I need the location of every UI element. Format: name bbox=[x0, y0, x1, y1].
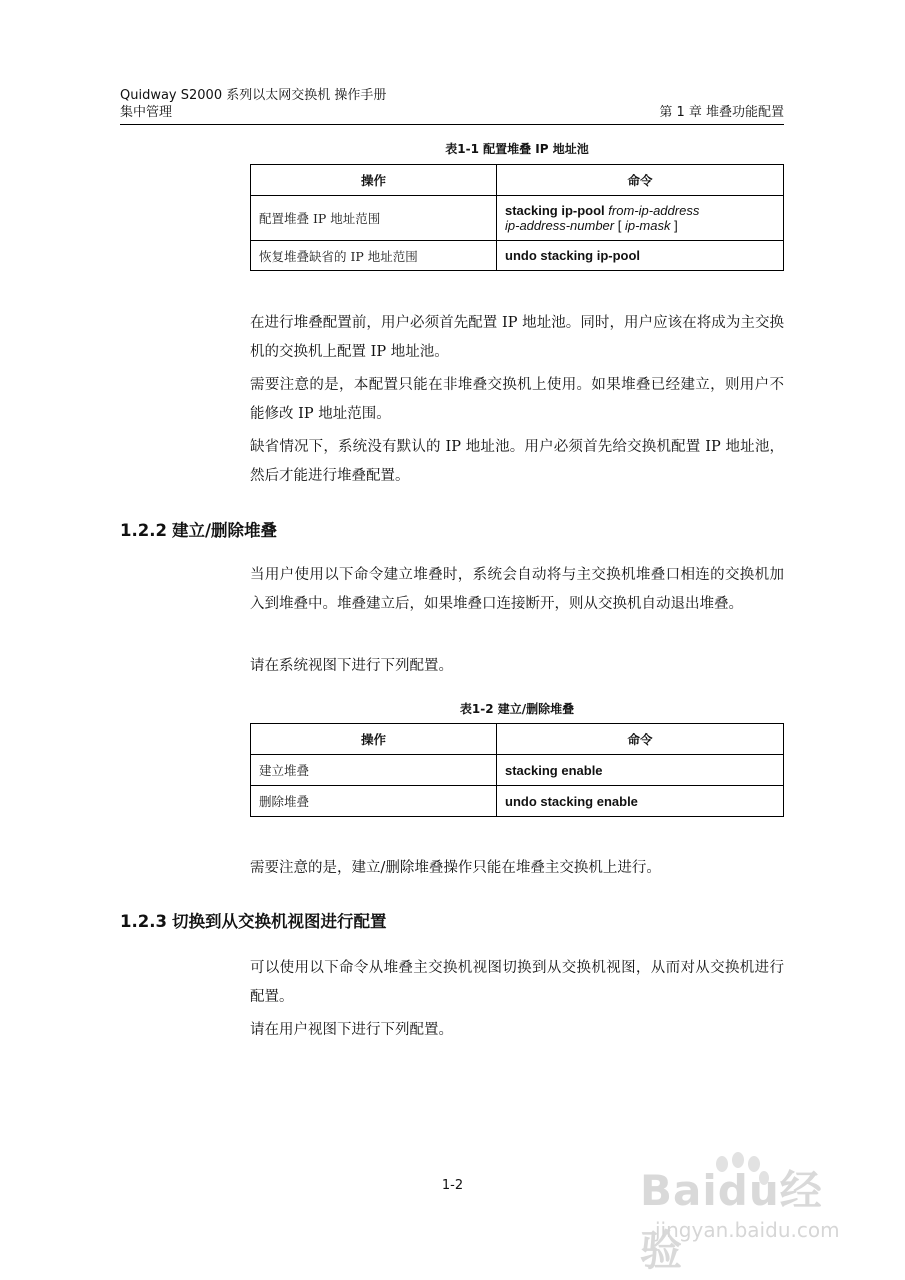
cmd-bracket: ] bbox=[670, 218, 678, 233]
table2-row2-cmd: undo stacking enable bbox=[497, 786, 784, 817]
section-number: 1.2.3 bbox=[120, 912, 167, 931]
table1-caption: 表1-1 配置堆叠 IP 地址池 bbox=[445, 142, 589, 156]
table1-row2-cmd: undo stacking ip-pool bbox=[497, 241, 784, 271]
watermark bbox=[640, 1150, 860, 1275]
table2-header-row bbox=[251, 724, 784, 755]
cmd-argument: ip-address-number bbox=[505, 218, 615, 233]
watermark-url: jingyan.baidu.com bbox=[655, 1218, 840, 1242]
section-title: 建立/删除堆叠 bbox=[172, 521, 278, 540]
table2-row1-cmd: stacking enable bbox=[497, 755, 784, 786]
cmd-bracket: [ bbox=[614, 218, 625, 233]
table1-header-row bbox=[251, 165, 784, 196]
table2-header-cmd: 命令 bbox=[497, 724, 784, 755]
header-divider bbox=[120, 124, 784, 125]
page-number: 1-2 bbox=[441, 1178, 464, 1193]
section-title: 切换到从交换机视图进行配置 bbox=[172, 912, 387, 931]
section-number: 1.2.2 bbox=[120, 521, 167, 540]
cmd-keyword: stacking ip-pool bbox=[505, 203, 605, 218]
cmd-argument: ip-mask bbox=[624, 218, 671, 233]
table-row bbox=[251, 196, 784, 241]
paragraph: 当用户使用以下命令建立堆叠时，系统会自动将与主交换机堆叠口相连的交换机加入到堆叠中。堆叠建立后，如果堆叠口连接断开，则从交换机自动退出堆叠。 bbox=[250, 567, 784, 612]
paragraph: 可以使用以下命令从堆叠主交换机视图切换到从交换机视图，从而对从交换机进行配置。 bbox=[250, 960, 784, 1005]
table-row bbox=[251, 755, 784, 786]
paragraph: 请在用户视图下进行下列配置。 bbox=[250, 1022, 453, 1038]
watermark-logo: Baidu经验 bbox=[640, 1166, 823, 1275]
section-heading-1-2-2 bbox=[120, 517, 277, 541]
header-section: 集中管理 bbox=[120, 105, 173, 120]
section-heading-1-2-3 bbox=[120, 908, 387, 932]
table2-caption: 表1-2 建立/删除堆叠 bbox=[459, 702, 575, 716]
table2-row2-op: 删除堆叠 bbox=[251, 786, 497, 817]
table2-header-op: 操作 bbox=[251, 724, 497, 755]
paragraph: 需要注意的是，建立/删除堆叠操作只能在堆叠主交换机上进行。 bbox=[250, 860, 661, 876]
table2-row1-op: 建立堆叠 bbox=[251, 755, 497, 786]
paragraph: 请在系统视图下进行下列配置。 bbox=[250, 658, 453, 674]
table1-row1-cmd bbox=[497, 196, 784, 241]
table1-row2-op: 恢复堆叠缺省的 IP 地址范围 bbox=[251, 241, 497, 271]
header-product: Quidway S2000 系列以太网交换机 操作手册 bbox=[120, 88, 387, 103]
paragraph: 缺省情况下，系统没有默认的 IP 地址池。用户必须首先给交换机配置 IP 地址池，然后才能进行堆叠配置。 bbox=[250, 439, 784, 484]
table1-header-cmd: 命令 bbox=[497, 165, 784, 196]
paragraph: 在进行堆叠配置前，用户必须首先配置 IP 地址池。同时，用户应该在将成为主交换机的交换机上配置 IP 地址池。 bbox=[250, 315, 784, 360]
table2 bbox=[250, 723, 784, 817]
header-line2 bbox=[120, 105, 784, 121]
cmd-argument: from-ip-address bbox=[608, 203, 700, 218]
table-row bbox=[251, 786, 784, 817]
header-chapter: 第 1 章 堆叠功能配置 bbox=[659, 105, 784, 120]
paragraph: 需要注意的是，本配置只能在非堆叠交换机上使用。如果堆叠已经建立，则用户不能修改 IP 地址范围。 bbox=[250, 377, 784, 422]
table1 bbox=[250, 164, 784, 271]
table1-header-op: 操作 bbox=[251, 165, 497, 196]
table-row bbox=[251, 241, 784, 271]
table1-row1-op: 配置堆叠 IP 地址范围 bbox=[251, 196, 497, 241]
